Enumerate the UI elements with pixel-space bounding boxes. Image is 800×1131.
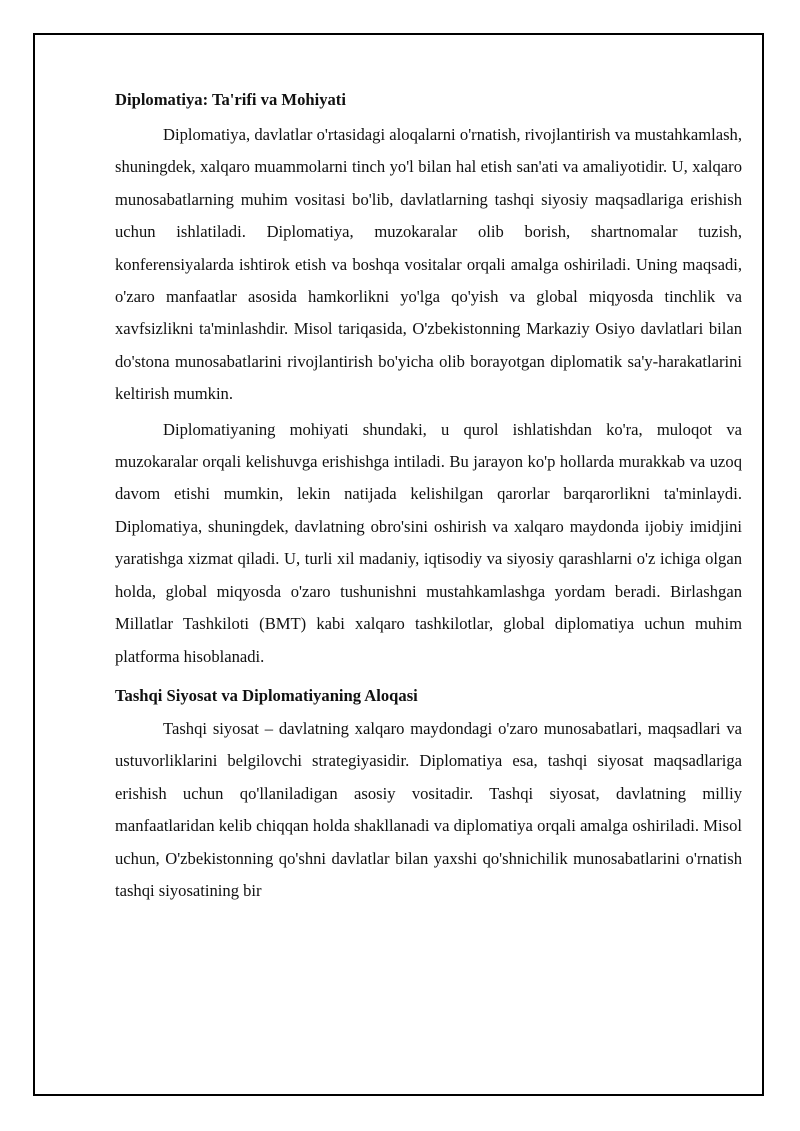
section-heading-diplomatiya: Diplomatiya: Ta'rifi va Mohiyati <box>115 90 346 109</box>
paragraph-essence: Diplomatiyaning mohiyati shundaki, u qurol ishlatishdan ko'ra, muloqot va muzokaralar orqali kelishuvga erishishga intiladi. Bu jarayon ko'p hollarda murakkab va uzoq davom etishi mumkin, lekin natijada kelishilgan qarorlar barqarorlikni ta'minlaydi. Diplomatiya, shuningdek, davlatning obro'sini oshirish va xalqaro maydonda ijobiy imidjini yaratishga xizmat qiladi. U, turli xil madaniy, iqtisodiy va siyosiy qarashlarni o'z ichiga olgan holda, global miqyosda o'zaro tushunishni mustahkamlashga yordam beradi. Birlashgan Millatlar Tashkiloti (BMT) kabi xalqaro tashkilotlar, global diplomatiya uchun muhim platforma hisoblanadi. <box>115 419 742 666</box>
paragraph-foreign-policy: Tashqi siyosat – davlatning xalqaro maydondagi o'zaro munosabatlari, maqsadlari va ustuvorliklarini belgilovchi strategiyasidir. Diplomatiya esa, tashqi siyosat maqsadlariga erishish uchun qo'llaniladigan asosiy vositadir. Tashqi siyosat, davlatning milliy manfaatlaridan kelib chiqqan holda shakllanadi va diplomatiya orqali amalga oshiriladi. Misol uchun, O'zbekistonning qo'shni davlatlar bilan yaxshi qo'shnichilik munosabatlarini o'rnatish tashqi siyosatining bir <box>115 718 742 900</box>
paragraph-definition: Diplomatiya, davlatlar o'rtasidagi aloqalarni o'rnatish, rivojlantirish va mustahkamlash, shuningdek, xalqaro muammolarni tinch yo'l bilan hal etish san'ati va amaliyotidir. U, xalqaro munosabatlarning muhim vositasi bo'lib, davlatlarning tashqi siyosiy maqsadlariga erishish uchun ishlatiladi. Diplomatiya, muzokaralar olib borish, shartnomalar tuzish, konferensiyalarda ishtirok etish va boshqa vositalar orqali amalga oshiriladi. Uning maqsadi, o'zaro manfaatlar asosida hamkorlikni yo'lga qo'yish va global miqyosda tinchlik va xavfsizlikni ta'minlashdir. Misol tariqasida, O'zbekistonning Markaziy Osiyo davlatlari bilan do'stona munosabatlarini rivojlantirish bo'yicha olib borayotgan diplomatik sa'y-harakatlarini keltirish mumkin. <box>115 125 742 404</box>
document-body <box>115 85 742 910</box>
section-heading-tashqi-siyosat: Tashqi Siyosat va Diplomatiyaning Aloqasi <box>115 685 418 705</box>
